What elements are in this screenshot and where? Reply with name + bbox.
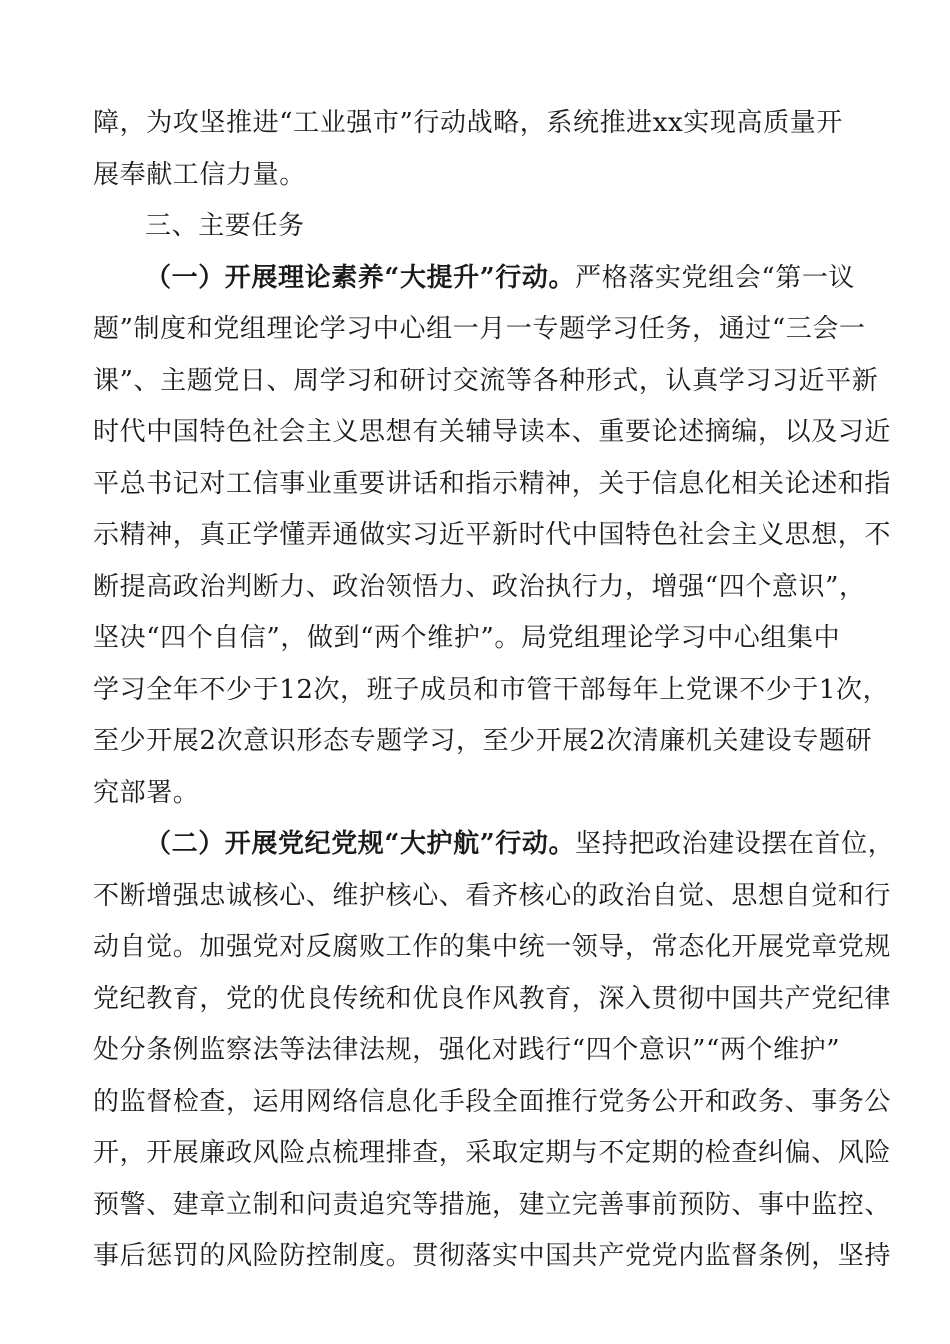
text-line: 处分条例监察法等法律法规，强化对践行“四个意识”“两个维护” bbox=[93, 1035, 841, 1065]
task-title: （一）开展理论素养“大提升”行动。 bbox=[145, 262, 576, 293]
text-line bbox=[93, 819, 895, 871]
text-line: 示精神，真正学懂弄通做实习近平新时代中国特色社会主义思想，不 bbox=[93, 520, 892, 550]
text-line: 学习全年不少于12次，班子成员和市管干部每年上党课不少于1次， bbox=[93, 674, 890, 705]
task-first-line-rest: 严格落实党组会“第一议 bbox=[575, 262, 856, 293]
text-line: 题”制度和党组理论学习中心组一月一专题学习任务，通过“三会一 bbox=[93, 314, 866, 344]
paragraph-continuation bbox=[93, 98, 863, 201]
text-line bbox=[93, 253, 863, 305]
text-line: 究部署。 bbox=[93, 777, 200, 808]
text-line: 坚决“四个自信”，做到“两个维护”。局党组理论学习中心组集中 bbox=[93, 623, 841, 653]
text-line: 不断增强忠诚核心、维护核心、看齐核心的政治自觉、思想自觉和行 bbox=[93, 880, 892, 911]
paragraph-task-2 bbox=[93, 819, 895, 1283]
text-line: 障，为攻坚推进“工业强市”行动战略，系统推进xx实现高质量开 bbox=[93, 108, 843, 138]
text-line: 课”、主题党日、周学习和研讨交流等各种形式，认真学习习近平新 bbox=[93, 365, 879, 396]
text-line: 断提高政治判断力、政治领悟力、政治执行力，增强“四个意识”， bbox=[93, 571, 866, 602]
text-line: 时代中国特色社会主义思想有关辅导读本、重要论述摘编，以及习近 bbox=[93, 417, 892, 447]
text-line: 开，开展廉政风险点梳理排查，采取定期与不定期的检查纠偏、风险 bbox=[93, 1138, 892, 1168]
text-line: 的监督检查，运用网络信息化手段全面推行党务公开和政务、事务公 bbox=[93, 1086, 892, 1117]
task-title: （二）开展党纪党规“大护航”行动。 bbox=[145, 829, 576, 859]
text-line: 党纪教育，党的优良传统和优良作风教育，深入贯彻中国共产党纪律 bbox=[93, 983, 892, 1014]
text-line: 至少开展2次意识形态专题学习，至少开展2次清廉机关建设专题研 bbox=[93, 726, 873, 756]
text-line: 平总书记对工信事业重要讲话和指示精神，关于信息化相关论述和指 bbox=[93, 468, 892, 499]
text-line: 事后惩罚的风险防控制度。贯彻落实中国共产党党内监督条例，坚持 bbox=[93, 1241, 892, 1271]
task-first-line-rest: 坚持把政治建设摆在首位， bbox=[575, 829, 895, 859]
document-body bbox=[93, 98, 895, 1283]
text-line: 预警、建章立制和问责追究等措施，建立完善事前预防、事中监控、 bbox=[93, 1189, 892, 1220]
text-line: 展奉献工信力量。 bbox=[93, 159, 306, 190]
text-line: 动自觉。加强党对反腐败工作的集中统一领导，常态化开展党章党规 bbox=[93, 932, 892, 962]
section-heading bbox=[93, 201, 863, 253]
heading-text: 三、主要任务 bbox=[145, 211, 305, 241]
paragraph-task-1 bbox=[93, 253, 892, 820]
